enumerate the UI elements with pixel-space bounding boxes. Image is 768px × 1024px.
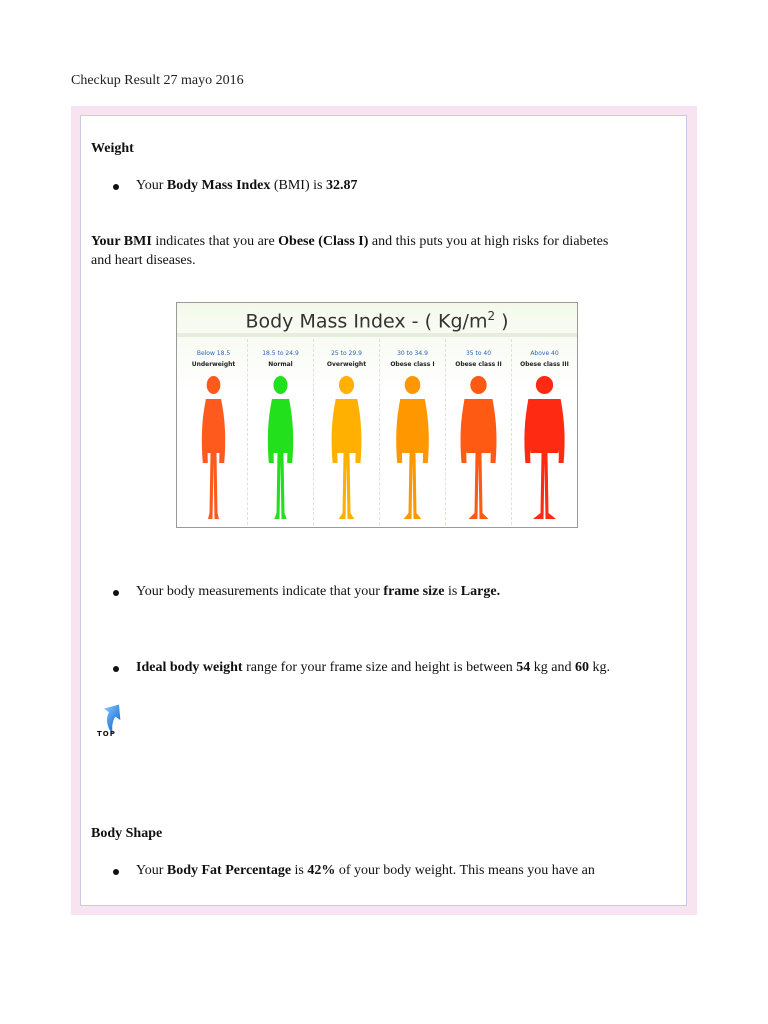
bullet-dot (113, 869, 119, 875)
result-panel (80, 115, 687, 906)
bmi-chart-image (176, 302, 578, 528)
bmi-column (445, 339, 511, 525)
bmi-value: 32.87 (325, 178, 358, 193)
bmi-column (379, 339, 445, 525)
bmi-category-label: Obese class II (455, 361, 502, 368)
bmi-range-label: 35 to 40 (465, 350, 492, 357)
bullet-dot (113, 590, 119, 596)
bmi-range-label: 30 to 34.9 (397, 350, 428, 357)
bmi-paragraph: Your BMI indicates that you are Obese (Class I) and this puts you at high risks for diabetes and heart diseases. (91, 234, 609, 268)
bmi-column (313, 339, 379, 525)
bmi-chart-divider (177, 333, 577, 337)
bmi-bullet: Your Body Mass Index (BMI) is 32.87 (113, 178, 357, 194)
bullet-dot (113, 184, 119, 190)
body-silhouette-icon (248, 373, 313, 523)
bmi-range-label: Below 18.5 (196, 350, 231, 357)
bmi-range-label: 18.5 to 24.9 (262, 350, 299, 357)
body-silhouette-icon (181, 373, 246, 523)
bullet-dot (113, 666, 119, 672)
bmi-chart-title: Body Mass Index - ( $Kg/m^2$ ) (245, 309, 509, 333)
bmi-category-label: Obese class I (390, 361, 435, 368)
bmi-category-label: Normal (268, 361, 293, 368)
bmi-category-label: Overweight (326, 361, 367, 368)
body-fat-bullet: Your Body Fat Percentage is 42% of your body weight. This means you have an (113, 863, 595, 879)
bmi-column (247, 339, 313, 525)
body-silhouette-icon (380, 373, 445, 523)
top-link[interactable]: TOP (97, 730, 116, 738)
bmi-category-label: Obese class III (520, 361, 569, 368)
weight-section-title: Weight (91, 141, 134, 156)
result-frame (71, 106, 697, 915)
frame-size-bullet: Your body measurements indicate that your frame size is Large. (113, 584, 500, 600)
body-silhouette-icon (446, 373, 511, 523)
bmi-column (181, 339, 246, 525)
body-silhouette-icon (314, 373, 379, 523)
page-title: Checkup Result 27 mayo 2016 (71, 73, 244, 88)
bmi-range-label: Above 40 (530, 350, 559, 357)
bmi-category-label: Underweight (191, 361, 236, 368)
body-silhouette-icon (512, 373, 577, 523)
body-shape-section-title: Body Shape (91, 826, 163, 841)
ideal-weight-bullet: Ideal body weight range for your frame size and height is between 54 kg and 60 kg. (113, 660, 610, 676)
bmi-column (511, 339, 577, 525)
bmi-range-label: 25 to 29.9 (331, 350, 362, 357)
